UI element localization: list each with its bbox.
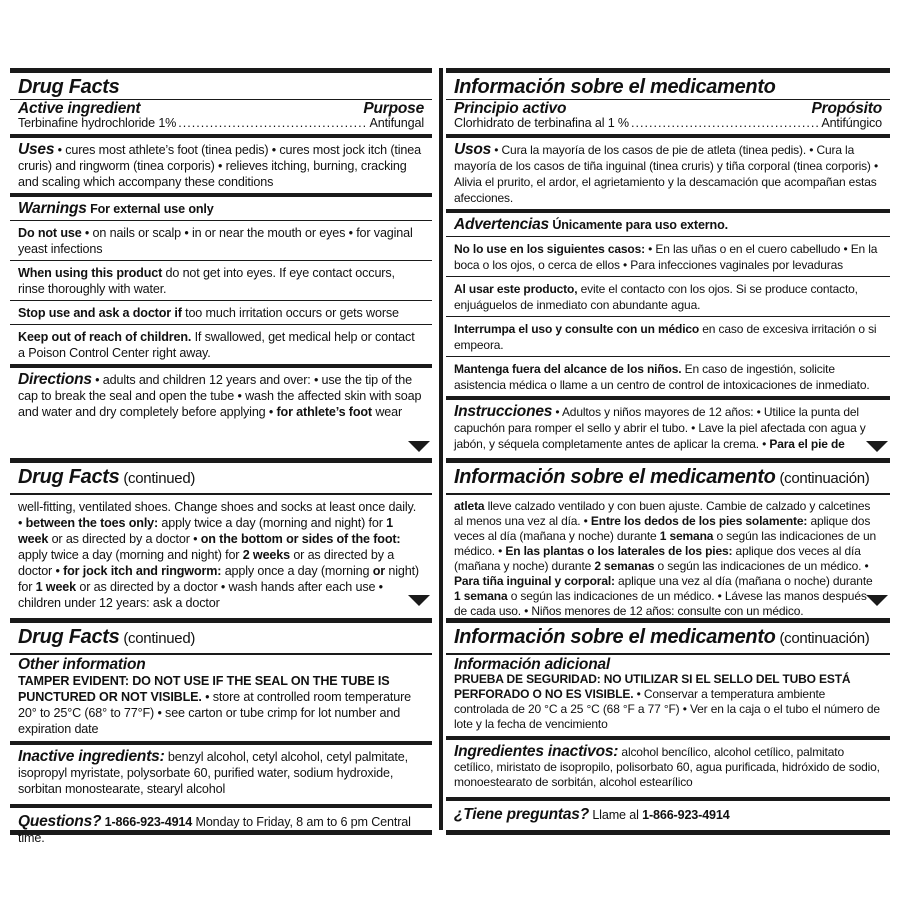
when-using-text: evite el contacto con los ojos. Si se produce contacto, enjuáguelos de inmediato con abundante agua.	[454, 282, 858, 312]
spanish-panel-3	[446, 618, 890, 835]
other-information-heading: Información adicional	[454, 656, 610, 673]
keep-out-lead: Keep out of reach of children.	[18, 330, 192, 344]
uses-section	[446, 134, 890, 209]
inactive-ingredients-heading: Ingredientes inactivos:	[454, 743, 619, 760]
uses-section	[10, 134, 432, 193]
warnings-heading: Warnings	[18, 200, 87, 217]
keep-out-section	[446, 356, 890, 396]
when-using-text: do not get into eyes. If eye contact occurs, rinse thoroughly with water.	[18, 266, 395, 296]
continue-arrow-icon	[408, 595, 430, 606]
do-not-use-text: • En las uñas o en el cuero cabelludo • En la boca o los ojos, o cerca de ellos • Para infecciones vaginales por levaduras	[454, 242, 878, 272]
directions-end: wear	[371, 405, 403, 419]
uses-heading: Usos	[454, 141, 492, 158]
uses-text: • Cura la mayoría de los casos de pie de atleta (tinea pedis). • Cura la mayoría de los casos de tiña inguinal (tinea cruris) y tiña corporal (tinea corporis) • Alivia el prurito, el ardor, el agrietamiento y la descamación que acompañan estas afecciones.	[454, 143, 879, 205]
keep-out-lead: Mantenga fuera del alcance de los niños.	[454, 362, 682, 376]
stop-use-lead: Interrumpa el uso y consulte con un médico	[454, 322, 700, 336]
active-ingredient-purpose: Antifúngico	[821, 116, 882, 130]
other-information-section	[446, 655, 890, 732]
inactive-ingredients-section	[446, 736, 890, 793]
dot-leader	[178, 115, 367, 131]
tamper-evident-text: PRUEBA DE SEGURIDAD: NO UTILIZAR SI EL SELLO DEL TUBO ESTÁ PERFORADO O NO ES VISIBLE.	[454, 672, 851, 701]
stop-use-section	[446, 316, 890, 356]
dot-leader	[631, 115, 819, 131]
panel-title: Información sobre el medicamento	[454, 76, 776, 98]
do-not-use-section	[10, 220, 432, 260]
inactive-ingredients-text: alcohol bencílico, alcohol cetílico, palmitato cetílico, miristato de isopropilo, polisorbato 60, agua purificada, hidróxido de sodio, monoestearato de sorbitán, alcohol estearílico	[454, 745, 880, 789]
warnings-heading: Advertencias	[454, 216, 549, 233]
questions-text: Llame al	[588, 808, 643, 822]
panel-title: Drug Facts (continued)	[18, 626, 196, 648]
do-not-use-lead: Do not use	[18, 226, 82, 240]
panel-title: Drug Facts	[18, 76, 120, 98]
warnings-section	[10, 193, 432, 220]
directions-heading: Directions	[18, 371, 92, 388]
stop-use-lead: Stop use and ask a doctor if	[18, 306, 182, 320]
active-ingredient-heading: Active ingredient	[18, 100, 141, 117]
questions-phone: 1-866-923-4914	[101, 815, 193, 829]
when-using-section	[446, 276, 890, 316]
warnings-subheading: For external use only	[90, 202, 214, 216]
keep-out-text: If swallowed, get medical help or contact a Poison Control Center right away.	[18, 330, 415, 360]
tamper-evident-text: TAMPER EVIDENT: DO NOT USE IF THE SEAL ON THE TUBE IS PUNCTURED OR NOT VISIBLE.	[18, 674, 390, 704]
inactive-ingredients-section	[10, 741, 432, 800]
when-using-section	[10, 260, 432, 300]
directions-bold-end: Para el pie de	[769, 437, 845, 451]
active-ingredient-heading: Principio activo	[454, 100, 567, 117]
directions-continued-text: well-fitting, ventilated shoes. Change shoes and socks at least once daily. • between the toes only: apply twice a day (morning and night) for 1 week or as directed by a doctor • on the bottom or sides of the foot: apply twice a day (morning and night) for 2 weeks or as directed by a doctor • for jock itch and ringworm: apply once a day (morning or night) for 1 week or as directed by a doctor • wash hands after each use • children under 12 years: ask a doctor	[18, 500, 419, 610]
column-divider	[439, 68, 443, 830]
panel-title: Información sobre el medicamento (continuación)	[454, 466, 870, 488]
continue-arrow-icon	[866, 441, 888, 452]
directions-text: • adults and children 12 years and over: • use the tip of the cap to break the seal and open the tube • wash the affected skin with soap and water and dry completely before applying •	[18, 373, 422, 419]
questions-phone: 1-866-923-4914	[642, 808, 730, 822]
continue-arrow-icon	[408, 441, 430, 452]
other-information-section	[10, 655, 432, 737]
when-using-lead: When using this product	[18, 266, 163, 280]
panel-title: Información sobre el medicamento (continuación)	[454, 626, 870, 648]
drug-facts-panel-3	[10, 618, 432, 845]
purpose-heading: Propósito	[811, 100, 882, 117]
stop-use-text: en caso de excesiva irritación o si empeora.	[454, 322, 877, 352]
purpose-heading: Purpose	[363, 100, 424, 117]
do-not-use-lead: No lo use en los siguientes casos:	[454, 242, 645, 256]
directions-text: • Adultos y niños mayores de 12 años: • Utilice la punta del capuchón para romper el sello y abrir el tubo. • Lave la piel afectada con agua y jabón, y séquela completamente antes de aplicar la crema. •	[454, 405, 866, 451]
uses-text: • cures most athlete’s foot (tinea pedis) • cures most jock itch (tinea cruris) and ringworm (tinea corporis) • relieves itching, burning, cracking and scaling which accompany these conditions	[18, 143, 421, 189]
directions-section	[446, 396, 890, 455]
questions-heading: ¿Tiene preguntas?	[454, 806, 589, 823]
questions-heading: Questions?	[18, 813, 102, 830]
keep-out-section	[10, 324, 432, 364]
questions-hours: Monday to Friday, 8 am to 6 pm Central time.	[18, 815, 411, 845]
when-using-lead: Al usar este producto,	[454, 282, 578, 296]
questions-section	[10, 804, 432, 849]
do-not-use-text: • on nails or scalp • in or near the mouth or eyes • for vaginal yeast infections	[18, 226, 413, 256]
drug-facts-panel-1	[10, 68, 432, 459]
spanish-panel-2	[446, 458, 890, 619]
directions-section	[10, 364, 432, 423]
panel-title: Drug Facts (continued)	[18, 466, 196, 488]
stop-use-text: too much irritation occurs or gets worse	[181, 306, 399, 320]
storage-text: • store at controlled room temperature 20° to 25°C (68° to 77°F) • see carton or tube crimp for lot number and expiration date	[18, 690, 412, 736]
directions-bold-end: for athlete’s foot	[276, 405, 372, 419]
warnings-section	[446, 209, 890, 236]
storage-text: • Conservar a temperatura ambiente controlada de 20 °C a 25 °C (68 °F a 77 °F) • Ver en la caja o el tubo el número de lote y la fecha de vencimiento	[454, 687, 880, 731]
other-information-heading: Other information	[18, 656, 146, 673]
warnings-subheading: Únicamente para uso externo.	[552, 218, 728, 232]
spanish-panel-1	[446, 68, 890, 459]
inactive-ingredients-heading: Inactive ingredients:	[18, 748, 165, 765]
active-ingredient-name: Terbinafine hydrochloride 1%	[18, 116, 177, 130]
stop-use-section	[10, 300, 432, 324]
active-ingredient-purpose: Antifungal	[369, 116, 424, 130]
keep-out-text: En caso de ingestión, solicite asistencia médica o llame a un centro de control de intoxicaciones de inmediato.	[454, 362, 870, 392]
active-ingredient-name: Clorhidrato de terbinafina al 1 %	[454, 116, 629, 130]
directions-heading: Instrucciones	[454, 403, 553, 420]
uses-heading: Uses	[18, 141, 55, 158]
active-ingredient-section	[446, 100, 890, 134]
drug-facts-panel-2	[10, 458, 432, 619]
questions-section	[446, 797, 890, 826]
continue-arrow-icon	[866, 595, 888, 606]
active-ingredient-section	[10, 100, 432, 134]
inactive-ingredients-text: benzyl alcohol, cetyl alcohol, cetyl palmitate, isopropyl myristate, polysorbate 60, purified water, sodium hydroxide, sorbitan monostearate, stearyl alcohol	[18, 750, 408, 796]
do-not-use-section	[446, 236, 890, 276]
directions-continued-text: atleta lleve calzado ventilado y con buen ajuste. Cambie de calzado y calcetines al menos una vez al día. • Entre los dedos de los pies solamente: aplique dos veces al día (mañana y noche) durante 1 semana o según las indicaciones de un médico. • En las plantas o los laterales de los pies: aplique dos veces al día (mañana y noche) durante 2 semanas o según las indicaciones de un médico. • Para tiña inguinal y corporal: aplique una vez al día (mañana o noche) durante 1 semana o según las indicaciones de un médico. • Lávese las manos después de cada uso. • Niños menores de 12 años: consulte con un médico.	[454, 499, 877, 618]
